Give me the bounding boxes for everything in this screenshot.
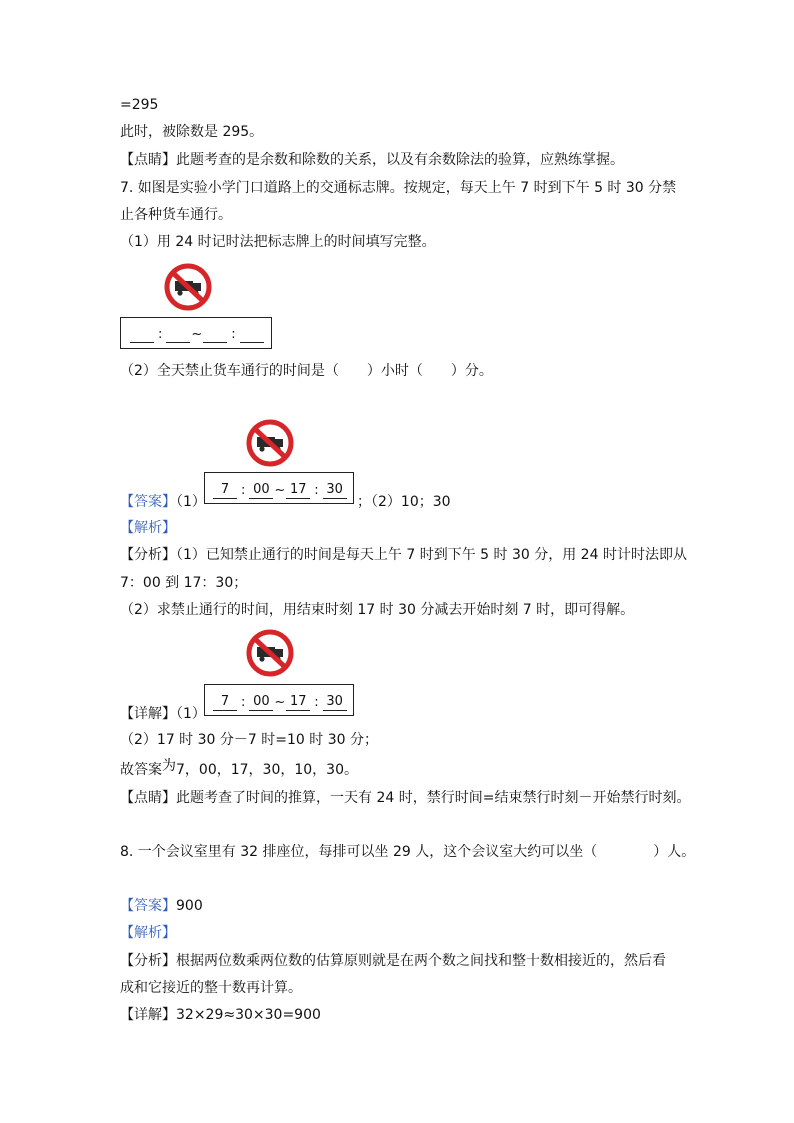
answer-minute-2: 30 — [323, 482, 347, 499]
answer-minute-1: 00 — [249, 482, 273, 499]
fenxi-tag: 【分析】 — [120, 953, 176, 969]
q7-sub1: （1）用 24 时记时法把标志牌上的时间填写完整。 — [120, 234, 436, 250]
answer-value: 900 — [176, 898, 203, 914]
q7-text-line1: 7. 如图是实验小学门口道路上的交通标志牌。按规定，每天上午 7 时到下午 5 时 30 分禁 — [120, 180, 677, 196]
colon: : — [241, 695, 246, 710]
blank-minute-1[interactable] — [166, 326, 190, 343]
blank-hour-1[interactable] — [130, 326, 154, 343]
detail-minute-2: 30 — [323, 694, 347, 711]
q8-fenxi-line2: 成和它接近的整十数再计算。 — [120, 980, 302, 996]
answer-hour-2: 17 — [286, 482, 310, 499]
analysis-heading: 【解析】 — [120, 520, 176, 536]
detail-text: 32×29≈30×30=900 — [176, 1007, 321, 1023]
answer-prefix: （1） — [176, 494, 206, 510]
detail-minute-1: 00 — [249, 694, 273, 711]
fenxi-text: （1）已知禁止通行的时间是每天上午 7 时到下午 5 时 30 分，用 24 时计时法即从 — [176, 547, 687, 563]
answer-hour-1: 7 — [213, 482, 237, 499]
prev-equation: =295 — [120, 97, 159, 113]
fenxi-tag: 【分析】 — [120, 547, 176, 563]
q7-fenxi-line1 — [120, 545, 687, 565]
final-wei: 为 — [162, 758, 176, 774]
tilde: ~ — [191, 327, 203, 342]
detail-tag: 【详解】 — [120, 706, 176, 722]
q7-sub2: （2）全天禁止货车通行的时间是（ ）小时（ ）分。 — [120, 363, 493, 379]
no-trucks-sign-icon — [163, 262, 213, 312]
no-trucks-sign-icon — [245, 418, 295, 468]
colon: : — [241, 483, 246, 498]
q7-detail-line2: （2）17 时 30 分－7 时=10 时 30 分； — [120, 732, 378, 748]
review-tag: 【点睛】 — [120, 152, 176, 168]
analysis-heading: 【解析】 — [120, 925, 176, 941]
prev-review — [120, 150, 624, 170]
no-trucks-sign-icon — [245, 628, 295, 678]
colon: : — [314, 483, 319, 498]
colon: : — [314, 695, 319, 710]
tilde: ~ — [274, 695, 286, 710]
colon: : — [158, 327, 163, 342]
prev-conclusion: 此时，被除数是 295。 — [120, 124, 264, 140]
q7-final-answer — [120, 760, 358, 780]
blank-hour-2[interactable] — [203, 326, 227, 343]
time-board-detail — [204, 684, 354, 716]
review-text: 此题考查的是余数和除数的关系，以及有余数除法的验算，应熟练掌握。 — [176, 152, 624, 168]
q7-review — [120, 788, 690, 808]
detail-tag: 【详解】 — [120, 1007, 176, 1023]
review-text: 此题考查了时间的推算，一天有 24 时，禁行时间=结束禁行时刻－开始禁行时刻。 — [176, 790, 691, 806]
time-board-answer — [204, 472, 354, 504]
review-tag: 【点睛】 — [120, 790, 176, 806]
q8-detail — [120, 1005, 321, 1025]
answer-tag: 【答案】 — [120, 494, 176, 510]
q8-fenxi-line1 — [120, 951, 666, 971]
q7-detail — [120, 704, 206, 724]
q7-text-line2: 止各种货车通行。 — [120, 207, 232, 223]
answer-suffix: ；（2）10；30 — [357, 494, 451, 510]
q7-answer — [120, 492, 206, 512]
fenxi-text: 根据两位数乘两位数的估算原则就是在两个数之间找和整十数相接近的，然后看 — [176, 953, 666, 969]
detail-hour-1: 7 — [213, 694, 237, 711]
detail-prefix: （1） — [176, 706, 206, 722]
tilde: ~ — [274, 483, 286, 498]
final-values: 7，00，17，30，10，30。 — [176, 762, 358, 778]
q7-fenxi-line2: 7：00 到 17：30； — [120, 575, 248, 591]
blank-minute-2[interactable] — [240, 326, 264, 343]
time-board-blank — [120, 317, 272, 349]
q8-question: 8. 一个会议室里有 32 排座位，每排可以坐 29 人，这个会议室大约可以坐（ ）人。 — [120, 844, 696, 860]
detail-hour-2: 17 — [286, 694, 310, 711]
colon: : — [231, 327, 236, 342]
q8-answer — [120, 896, 203, 916]
answer-tag: 【答案】 — [120, 898, 176, 914]
q7-fenxi-line3: （2）求禁止通行的时间，用结束时刻 17 时 30 分减去开始时刻 7 时，即可得解。 — [120, 602, 635, 618]
final-prefix: 故答案 — [120, 762, 162, 778]
